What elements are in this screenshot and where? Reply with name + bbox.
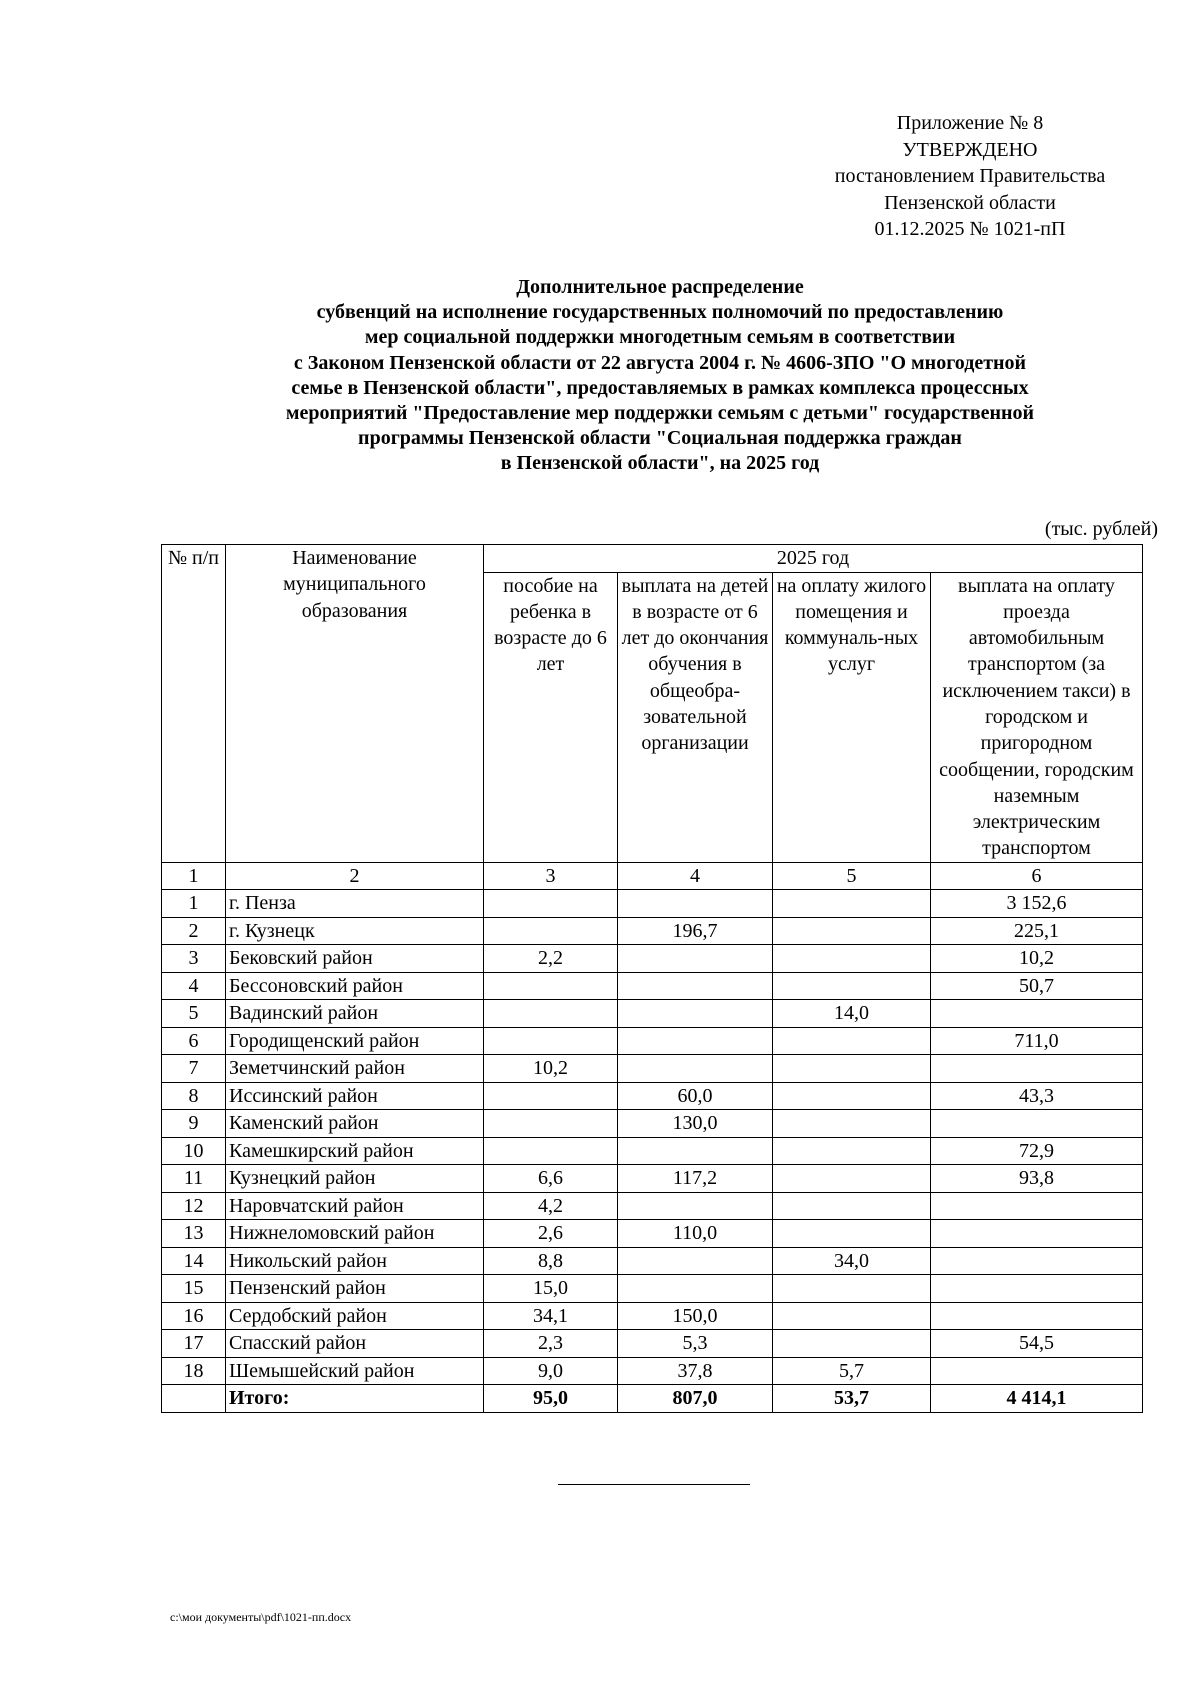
table-row	[162, 1192, 1143, 1220]
title-line: программы Пензенской области "Социальная поддержка граждан	[358, 427, 962, 450]
row-col4	[618, 1137, 773, 1165]
total-col5: 53,7	[773, 1385, 931, 1413]
col-number: 2	[226, 862, 484, 890]
row-col4	[618, 945, 773, 973]
appendix-number: Приложение № 8	[896, 112, 1044, 134]
table-row	[162, 1000, 1143, 1028]
row-name: Спасский район	[226, 1330, 484, 1358]
row-col3: 9,0	[484, 1357, 618, 1385]
row-col6: 225,1	[931, 917, 1143, 945]
title-line: мероприятий "Предоставление мер поддержки семьям с детьми" государственной	[285, 402, 1035, 425]
row-col5	[773, 1110, 931, 1138]
table-row	[162, 1055, 1143, 1083]
row-number: 1	[162, 890, 226, 918]
row-col4: 37,8	[618, 1357, 773, 1385]
title-line: Дополнительное распределение	[516, 276, 804, 298]
row-col5	[773, 1082, 931, 1110]
row-number: 15	[162, 1275, 226, 1303]
row-col5	[773, 890, 931, 918]
row-col3	[484, 890, 618, 918]
col-number: 1	[162, 862, 226, 890]
table-row	[162, 917, 1143, 945]
row-col6	[931, 1357, 1143, 1385]
row-name: Кузнецкий район	[226, 1165, 484, 1193]
row-name: Каменский район	[226, 1110, 484, 1138]
row-col3	[484, 972, 618, 1000]
row-col5	[773, 1220, 931, 1248]
row-col5	[773, 1165, 931, 1193]
row-col5: 14,0	[773, 1000, 931, 1028]
table-row	[162, 1110, 1143, 1138]
row-number: 13	[162, 1220, 226, 1248]
row-col5	[773, 972, 931, 1000]
row-number: 3	[162, 945, 226, 973]
title-line: с Законом Пензенской области от 22 августа 2004 г. № 4606-ЗПО "О многодетной	[293, 351, 1027, 374]
row-col3: 8,8	[484, 1247, 618, 1275]
row-name: Никольский район	[226, 1247, 484, 1275]
approved-label: УТВЕРЖДЕНО	[902, 138, 1038, 161]
row-col3: 4,2	[484, 1192, 618, 1220]
title-line: мер социальной поддержки многодетным семьям в соответствии	[364, 326, 956, 349]
approval-block	[780, 110, 1160, 243]
table-row	[162, 1330, 1143, 1358]
row-col6: 72,9	[931, 1137, 1143, 1165]
row-col6: 3 152,6	[931, 890, 1143, 918]
row-number: 10	[162, 1137, 226, 1165]
distribution-table	[161, 544, 1143, 1413]
row-col3	[484, 1027, 618, 1055]
row-col3	[484, 1000, 618, 1028]
row-col5: 34,0	[773, 1247, 931, 1275]
header-col3: пособие на ребенка в возрасте до 6 лет	[484, 572, 618, 862]
title-line: семье в Пензенской области", предоставляемых в рамках комплекса процессных	[291, 376, 1029, 399]
row-col4	[618, 890, 773, 918]
row-col3	[484, 1137, 618, 1165]
row-name: Камешкирский район	[226, 1137, 484, 1165]
row-col3: 2,6	[484, 1220, 618, 1248]
row-col6	[931, 1302, 1143, 1330]
row-col6	[931, 1000, 1143, 1028]
row-col6	[931, 1055, 1143, 1083]
row-col4	[618, 1192, 773, 1220]
row-col6: 93,8	[931, 1165, 1143, 1193]
row-col3: 34,1	[484, 1302, 618, 1330]
total-blank	[162, 1385, 226, 1413]
row-col5	[773, 1192, 931, 1220]
row-col4: 110,0	[618, 1220, 773, 1248]
row-number: 9	[162, 1110, 226, 1138]
row-name: Иссинский район	[226, 1082, 484, 1110]
row-col5	[773, 1330, 931, 1358]
row-col4: 60,0	[618, 1082, 773, 1110]
table-row	[162, 1165, 1143, 1193]
table-row	[162, 1302, 1143, 1330]
approval-region: Пензенской области	[884, 191, 1056, 214]
row-col5	[773, 917, 931, 945]
row-col6: 43,3	[931, 1082, 1143, 1110]
row-col5: 5,7	[773, 1357, 931, 1385]
row-col6: 711,0	[931, 1027, 1143, 1055]
header-col6: выплата на оплату проезда автомобильным транспортом (за исключением такси) в городском и пригородном сообщении, городским наземным электрическим транспортом	[931, 572, 1143, 862]
file-path: c:\мои документы\pdf\1021-пп.docx	[170, 1610, 352, 1624]
table-row	[162, 1247, 1143, 1275]
row-name: Шемышейский район	[226, 1357, 484, 1385]
row-col4: 130,0	[618, 1110, 773, 1138]
row-number: 16	[162, 1302, 226, 1330]
document-title	[150, 275, 1170, 477]
table-row	[162, 890, 1143, 918]
row-col6	[931, 1110, 1143, 1138]
row-col5	[773, 945, 931, 973]
row-col6	[931, 1247, 1143, 1275]
row-number: 8	[162, 1082, 226, 1110]
col-number: 3	[484, 862, 618, 890]
title-line: субвенций на исполнение государственных полномочий по предоставлению	[316, 301, 1004, 324]
total-row	[162, 1385, 1143, 1413]
row-name: г. Пенза	[226, 890, 484, 918]
row-number: 2	[162, 917, 226, 945]
row-name: Бековский район	[226, 945, 484, 973]
row-col4	[618, 1027, 773, 1055]
row-number: 11	[162, 1165, 226, 1193]
header-year: 2025 год	[484, 545, 1143, 573]
units-note: (тыс. рублей)	[1044, 518, 1158, 540]
row-col5	[773, 1302, 931, 1330]
row-col3	[484, 917, 618, 945]
row-number: 6	[162, 1027, 226, 1055]
table-row	[162, 1027, 1143, 1055]
row-name: Нижнеломовский район	[226, 1220, 484, 1248]
total-col4: 807,0	[618, 1385, 773, 1413]
header-col4: выплата на детей в возрасте от 6 лет до окончания обучения в общеобра-зовательной организации	[618, 572, 773, 862]
header-num: № п/п	[162, 545, 226, 863]
row-col4	[618, 972, 773, 1000]
col-number: 6	[931, 862, 1143, 890]
row-col4	[618, 1247, 773, 1275]
approval-authority: постановлением Правительства	[834, 165, 1106, 187]
separator-line	[558, 1484, 750, 1485]
row-name: г. Кузнецк	[226, 917, 484, 945]
table-row	[162, 1220, 1143, 1248]
row-col3: 2,2	[484, 945, 618, 973]
col-number: 5	[773, 862, 931, 890]
table-row	[162, 1357, 1143, 1385]
row-number: 17	[162, 1330, 226, 1358]
row-col4: 117,2	[618, 1165, 773, 1193]
table-row	[162, 972, 1143, 1000]
row-number: 12	[162, 1192, 226, 1220]
header-row	[162, 545, 1143, 573]
header-name: Наименование муниципального образования	[226, 545, 484, 863]
row-col4: 150,0	[618, 1302, 773, 1330]
total-col3: 95,0	[484, 1385, 618, 1413]
row-col5	[773, 1275, 931, 1303]
total-label: Итого:	[226, 1385, 484, 1413]
row-name: Бессоновский район	[226, 972, 484, 1000]
row-col6: 54,5	[931, 1330, 1143, 1358]
row-col3	[484, 1082, 618, 1110]
column-number-row	[162, 862, 1143, 890]
row-number: 5	[162, 1000, 226, 1028]
row-col4	[618, 1055, 773, 1083]
row-col5	[773, 1137, 931, 1165]
row-col4: 196,7	[618, 917, 773, 945]
row-col3: 10,2	[484, 1055, 618, 1083]
row-col6: 50,7	[931, 972, 1143, 1000]
row-col6	[931, 1275, 1143, 1303]
table-row	[162, 1275, 1143, 1303]
row-number: 7	[162, 1055, 226, 1083]
row-name: Сердобский район	[226, 1302, 484, 1330]
title-line: в Пензенской области", на 2025 год	[500, 452, 820, 475]
row-name: Земетчинский район	[226, 1055, 484, 1083]
row-col4: 5,3	[618, 1330, 773, 1358]
row-number: 4	[162, 972, 226, 1000]
row-col5	[773, 1055, 931, 1083]
approval-date-number: 01.12.2025 № 1021-пП	[874, 218, 1066, 240]
row-col3	[484, 1110, 618, 1138]
row-name: Наровчатский район	[226, 1192, 484, 1220]
row-col6	[931, 1220, 1143, 1248]
row-col3: 15,0	[484, 1275, 618, 1303]
row-col3: 2,3	[484, 1330, 618, 1358]
row-number: 18	[162, 1357, 226, 1385]
total-col6: 4 414,1	[931, 1385, 1143, 1413]
row-name: Вадинский район	[226, 1000, 484, 1028]
header-col5: на оплату жилого помещения и коммуналь-ных услуг	[773, 572, 931, 862]
row-number: 14	[162, 1247, 226, 1275]
table-row	[162, 1082, 1143, 1110]
row-col6: 10,2	[931, 945, 1143, 973]
row-col5	[773, 1027, 931, 1055]
table-row	[162, 945, 1143, 973]
row-col3: 6,6	[484, 1165, 618, 1193]
col-number: 4	[618, 862, 773, 890]
row-col4	[618, 1275, 773, 1303]
row-name: Городищенский район	[226, 1027, 484, 1055]
row-col6	[931, 1192, 1143, 1220]
table-row	[162, 1137, 1143, 1165]
row-col4	[618, 1000, 773, 1028]
row-name: Пензенский район	[226, 1275, 484, 1303]
